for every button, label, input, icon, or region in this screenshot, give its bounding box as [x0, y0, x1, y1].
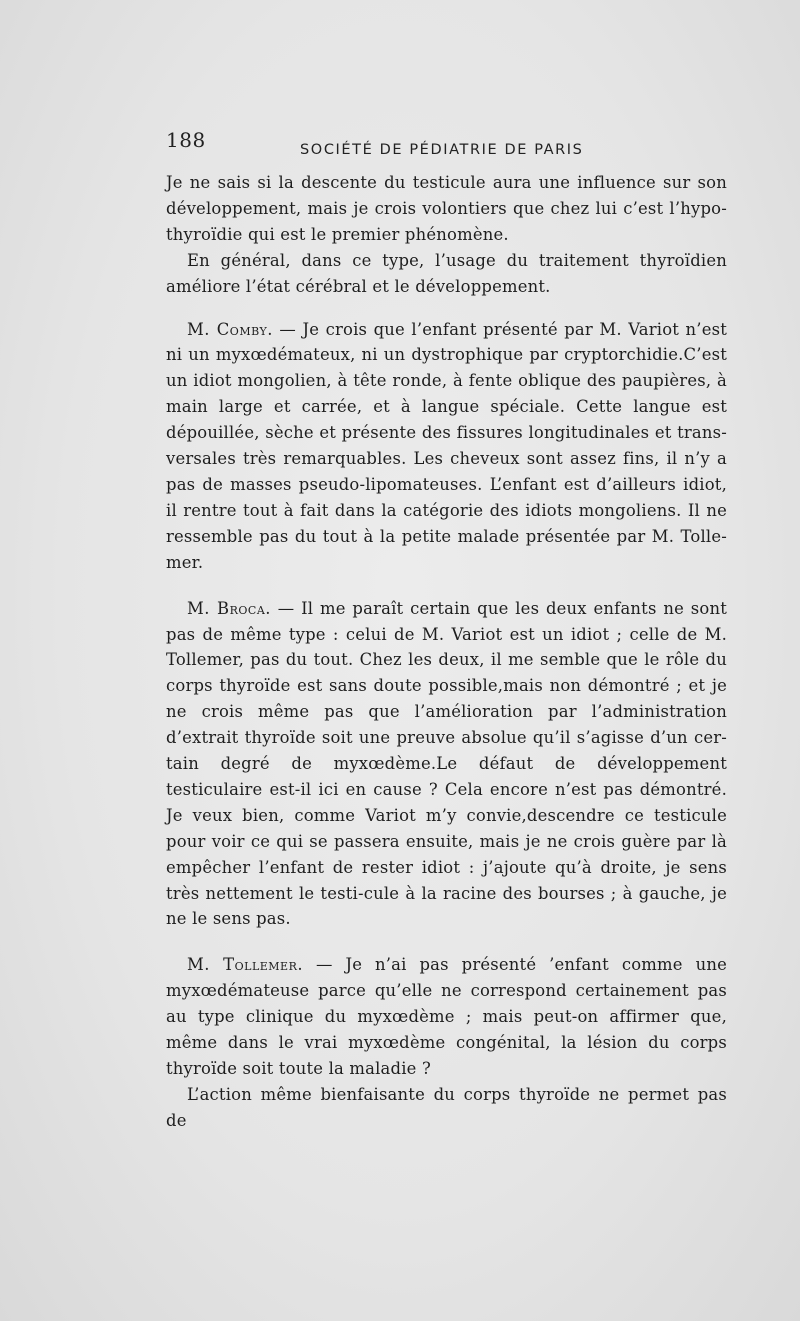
paragraph-text: En général, dans ce type, l’usage du traitement thyroïdien améliore l’état cérébral et le développement.	[166, 250, 727, 296]
speaker-name: M. Broca.	[187, 598, 271, 618]
body-text	[166, 170, 727, 1134]
paragraph-text: — Il me paraît certain que les deux enfants ne sont pas de même type : celui de M. Variot est un idiot ; celle de M. Tollemer, pas du tout. Chez les deux, il me semble que le rôle du corps thyroïde est sans doute possible,mais non démontré ; et je ne crois même pas que l’amélioration par l’administration d’extrait thyroïde soit une preuve absolue qu’il s’agisse d’un cer-tain degré de myxœdème.Le défaut de développement testiculaire est-il ici en cause ? Cela encore n’est pas démontré. Je veux bien, comme Variot m’y convie,descendre ce testicule pour voir ce qui se passera ensuite, mais je ne crois guère par là empêcher l’enfant de rester idiot : j’ajoute qu’à droite, je sens très nettement le testi-cule à la racine des bourses ; à gauche, je ne le sens pas.	[166, 598, 727, 929]
paragraph-comby	[166, 317, 727, 576]
paragraph-broca	[166, 596, 727, 933]
paragraph	[166, 170, 727, 248]
paragraph-text: — Je n’ai pas présenté ’enfant comme une myxœdémateuse parce qu’elle ne correspond certainement pas au type clinique du myxœdème ; mais peut-on affirmer que, même dans le vrai myxœdème congénital, la lésion du corps thyroïde soit toute la maladie ?	[166, 955, 727, 1078]
paragraph-tollemer	[166, 952, 727, 1082]
paragraph-text: — Je crois que l’enfant présenté par M. Variot n’est ni un myxœdémateux, ni un dystrophique par cryptorchidie.C’est un idiot mongolien, à tête ronde, à fente oblique des paupières, à main large et carrée, et à langue spéciale. Cette langue est dépouillée, sèche et présente des fissures longitudinales et trans-versales très remarquables. Les cheveux sont assez fins, il n’y a pas de masses pseudo-lipomateuses. L’enfant est d’ailleurs idiot, il rentre tout à fait dans la catégorie des idiots mongoliens. Il ne ressemble pas du tout à la petite malade présentée par M. Tolle-mer.	[166, 319, 728, 572]
speaker-name: M. Comby.	[187, 319, 273, 339]
page-number: 188	[166, 128, 206, 152]
speaker-name: M. Tollemer.	[187, 955, 304, 975]
paragraph-text: L’action même bienfaisante du corps thyroïde ne permet pas de	[166, 1084, 727, 1130]
paragraph-text: Je ne sais si la descente du testicule aura une influence sur son développement, mais je crois volontiers que chez lui c’est l’hypo-thyroïdie qui est le premier phénomène.	[166, 173, 727, 244]
paragraph	[166, 1082, 727, 1134]
running-head: SOCIÉTÉ DE PÉDIATRIE DE PARIS	[300, 142, 584, 158]
paragraph	[166, 248, 727, 300]
